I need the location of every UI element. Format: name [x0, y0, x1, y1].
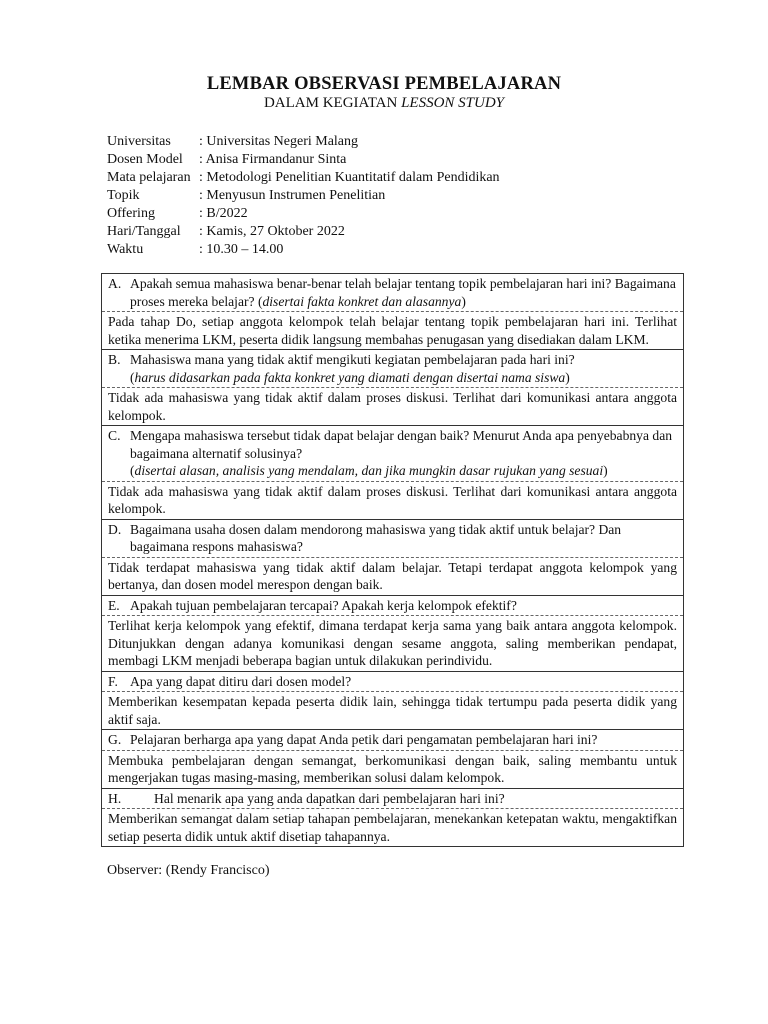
info-label: Waktu: [107, 242, 144, 257]
subtitle-prefix: DALAM KEGIATAN: [263, 95, 402, 111]
question-note: harus didasarkan pada fakta konkret yang diamati dengan disertai nama siswa: [134, 369, 566, 385]
info-value: : Anisa Firmandanur Sinta: [199, 152, 347, 167]
question-h: [102, 789, 683, 810]
question-letter: G.: [108, 732, 122, 747]
question-note: disertai fakta konkret dan alasannya: [262, 293, 462, 309]
info-label: Dosen Model: [107, 152, 183, 167]
question-letter: F.: [108, 673, 118, 689]
question-text: Mengapa mahasiswa tersebut tidak dapat belajar dengan baik? Menurut Anda apa penyebabnya dan bagaimana alternatif solusinya?: [130, 428, 673, 461]
info-block: [107, 133, 500, 259]
info-row: [107, 151, 500, 169]
info-label: Mata pelajaran: [107, 170, 191, 185]
question-letter: B.: [108, 352, 121, 367]
question-b: B. Mahasiswa mana yang tidak aktif mengikuti kegiatan pembelajaran pada hari ini? (harus didasarkan pada fakta konkret yang diamati dengan disertai nama siswa): [102, 350, 683, 388]
question-text: Apa yang dapat ditiru dari dosen model?: [130, 673, 352, 689]
info-row: [107, 241, 500, 259]
info-row: [107, 187, 500, 205]
answer-e: Terlihat kerja kelompok yang efektif, dimana terdapat kerja sama yang baik antara anggota kelompok. Ditunjukkan dengan adanya komunikasi dengan sesame anggota, saling memberikan pendapat, membagi LKM menjadi beberapa bagian untuk dilakukan perindividu.: [102, 616, 683, 672]
info-row: [107, 205, 500, 223]
observer-signature-line: Observer: (Rendy Francisco): [107, 863, 270, 878]
answer-a: Pada tahap Do, setiap anggota kelompok telah belajar tentang topik pembelajaran hari ini. Terlihat ketika menerima LKM, peserta didik langsung membahas penugasan yang disediakan dalam LKM.: [102, 312, 683, 350]
info-value: : Metodologi Penelitian Kuantitatif dalam Pendidikan: [199, 170, 500, 185]
question-d: [102, 520, 683, 558]
question-text: Hal menarik apa yang anda dapatkan dari pembelajaran hari ini?: [154, 790, 505, 806]
info-value: : Menyusun Instrumen Penelitian: [199, 188, 386, 203]
question-g: [102, 730, 683, 751]
info-label: Hari/Tanggal: [107, 224, 181, 239]
answer-d: Tidak terdapat mahasiswa yang tidak aktif dalam belajar. Tetapi terdapat anggota kelompok yang bertanya, dan dosen model merespon dengan baik.: [102, 558, 683, 596]
question-f: [102, 672, 683, 693]
info-value: : 10.30 – 14.00: [199, 242, 284, 257]
question-text: Apakah tujuan pembelajaran tercapai? Apakah kerja kelompok efektif?: [130, 597, 517, 613]
question-letter: D.: [108, 521, 122, 537]
question-note: disertai alasan, analisis yang mendalam, dan jika mungkin dasar rujukan yang sesuai: [134, 463, 604, 478]
answer-g: Membuka pembelajaran dengan semangat, berkomunikasi dengan baik, saling membantu untuk mengerjakan tugas masing-masing, memberikan solusi dalam kelompok.: [102, 751, 683, 789]
question-text: Apakah semua mahasiswa benar-benar telah belajar tentang topik pembelajaran hari ini? Bagaimana proses mereka belajar? (: [130, 276, 676, 309]
info-row: [107, 223, 500, 241]
info-value: : B/2022: [199, 206, 248, 221]
answer-b: Tidak ada mahasiswa yang tidak aktif dalam proses diskusi. Terlihat dari komunikasi antara anggota kelompok.: [102, 388, 683, 426]
question-letter: H.: [108, 790, 122, 806]
info-row: [107, 133, 500, 151]
answer-f: Memberikan kesempatan kepada peserta didik lain, sehingga tidak tertumpu pada peserta didik yang aktif saja.: [102, 692, 683, 730]
question-text: Mahasiswa mana yang tidak aktif mengikuti kegiatan pembelajaran pada hari ini?: [130, 352, 575, 367]
answer-c: Tidak ada mahasiswa yang tidak aktif dalam proses diskusi. Terlihat dari komunikasi antara anggota kelompok.: [102, 482, 683, 520]
question-c: C. Mengapa mahasiswa tersebut tidak dapat belajar dengan baik? Menurut Anda apa penyebabnya dan bagaimana alternatif solusinya? (disertai alasan, analisis yang mendalam, dan jika mungkin dasar rujukan yang sesuai): [102, 426, 683, 482]
info-row: [107, 169, 500, 187]
page-subtitle: [0, 95, 768, 112]
question-letter: C.: [108, 428, 121, 443]
question-e: [102, 596, 683, 617]
answer-h: Memberikan semangat dalam setiap tahapan pembelajaran, menekankan ketepatan waktu, mengaktifkan setiap peserta didik untuk aktif disetiap tahapannya.: [108, 811, 677, 844]
page-title: LEMBAR OBSERVASI PEMBELAJARAN: [206, 74, 562, 94]
info-value: : Kamis, 27 Oktober 2022: [199, 224, 345, 239]
question-letter: A.: [108, 276, 122, 291]
info-value: : Universitas Negeri Malang: [199, 134, 359, 149]
info-label: Offering: [107, 206, 155, 221]
question-text: Bagaimana usaha dosen dalam mendorong mahasiswa yang tidak aktif untuk belajar? Dan bagaimana respons mahasiswa?: [130, 521, 622, 554]
observation-table: [101, 273, 684, 847]
subtitle-italic: LESSON STUDY: [401, 95, 505, 111]
question-a: A. Apakah semua mahasiswa benar-benar telah belajar tentang topik pembelajaran hari ini? Bagaimana proses mereka belajar? (disertai fakta konkret dan alasannya): [102, 274, 683, 312]
info-label: Topik: [107, 188, 140, 203]
info-label: Universitas: [107, 134, 171, 149]
question-letter: E.: [108, 597, 120, 613]
question-text: Pelajaran berharga apa yang dapat Anda petik dari pengamatan pembelajaran hari ini?: [130, 732, 598, 747]
